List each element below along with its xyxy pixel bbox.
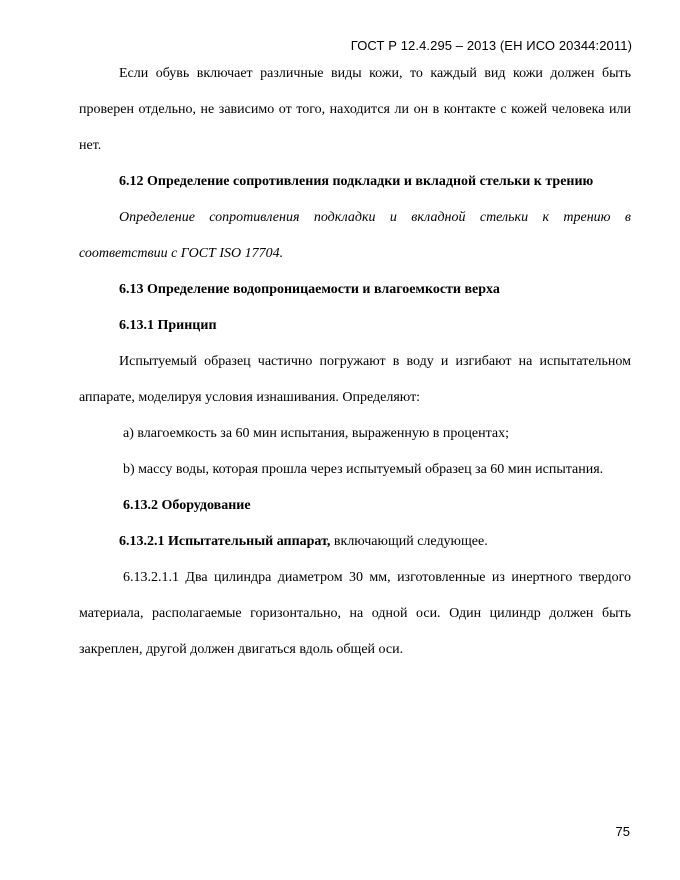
document-header: ГОСТ Р 12.4.295 – 2013 (ЕН ИСО 20344:2011) [350, 38, 632, 53]
heading-6-13-1: 6.13.1 Принцип [119, 318, 217, 333]
document-body [79, 56, 631, 668]
heading-6-13-2-1 [79, 524, 631, 560]
list-item-a: a) влагоемкость за 60 мин испытания, выраженную в процентах; [123, 426, 509, 441]
paragraph-6-12: Определение сопротивления подкладки и вкладной стельки к трению в соответствии с ГОСТ ISO 17704. [79, 210, 631, 261]
list-item-b: b) массу воды, которая прошла через испытуемый образец за 60 мин испытания. [123, 462, 604, 477]
paragraph-leather-types: Если обувь включает различные виды кожи, то каждый вид кожи должен быть проверен отдельно, не зависимо от того, находится ли он в контакте с кожей человека или нет. [79, 66, 631, 153]
heading-6-13: 6.13 Определение водопроницаемости и влагоемкости верха [119, 282, 500, 297]
heading-6-13-2-1-rest: включающий следующее. [330, 534, 488, 549]
heading-6-12: 6.12 Определение сопротивления подкладки и вкладной стельки к трению [119, 174, 594, 189]
page-number: 75 [615, 824, 630, 839]
heading-6-13-2-1-title: 6.13.2.1 Испытательный аппарат, [119, 534, 331, 549]
paragraph-6-13-1: Испытуемый образец частично погружают в воду и изгибают на испытательном аппарате, моделируя условия изнашивания. Определяют: [79, 354, 631, 405]
heading-6-13-2: 6.13.2 Оборудование [123, 498, 251, 513]
paragraph-6-13-2-1-1: 6.13.2.1.1 Два цилиндра диаметром 30 мм, изготовленные из инертного твердого материала, располагаемые горизонтально, на одной оси. Один цилиндр должен быть закреплен, другой должен двигаться вдоль общей оси. [79, 570, 631, 657]
